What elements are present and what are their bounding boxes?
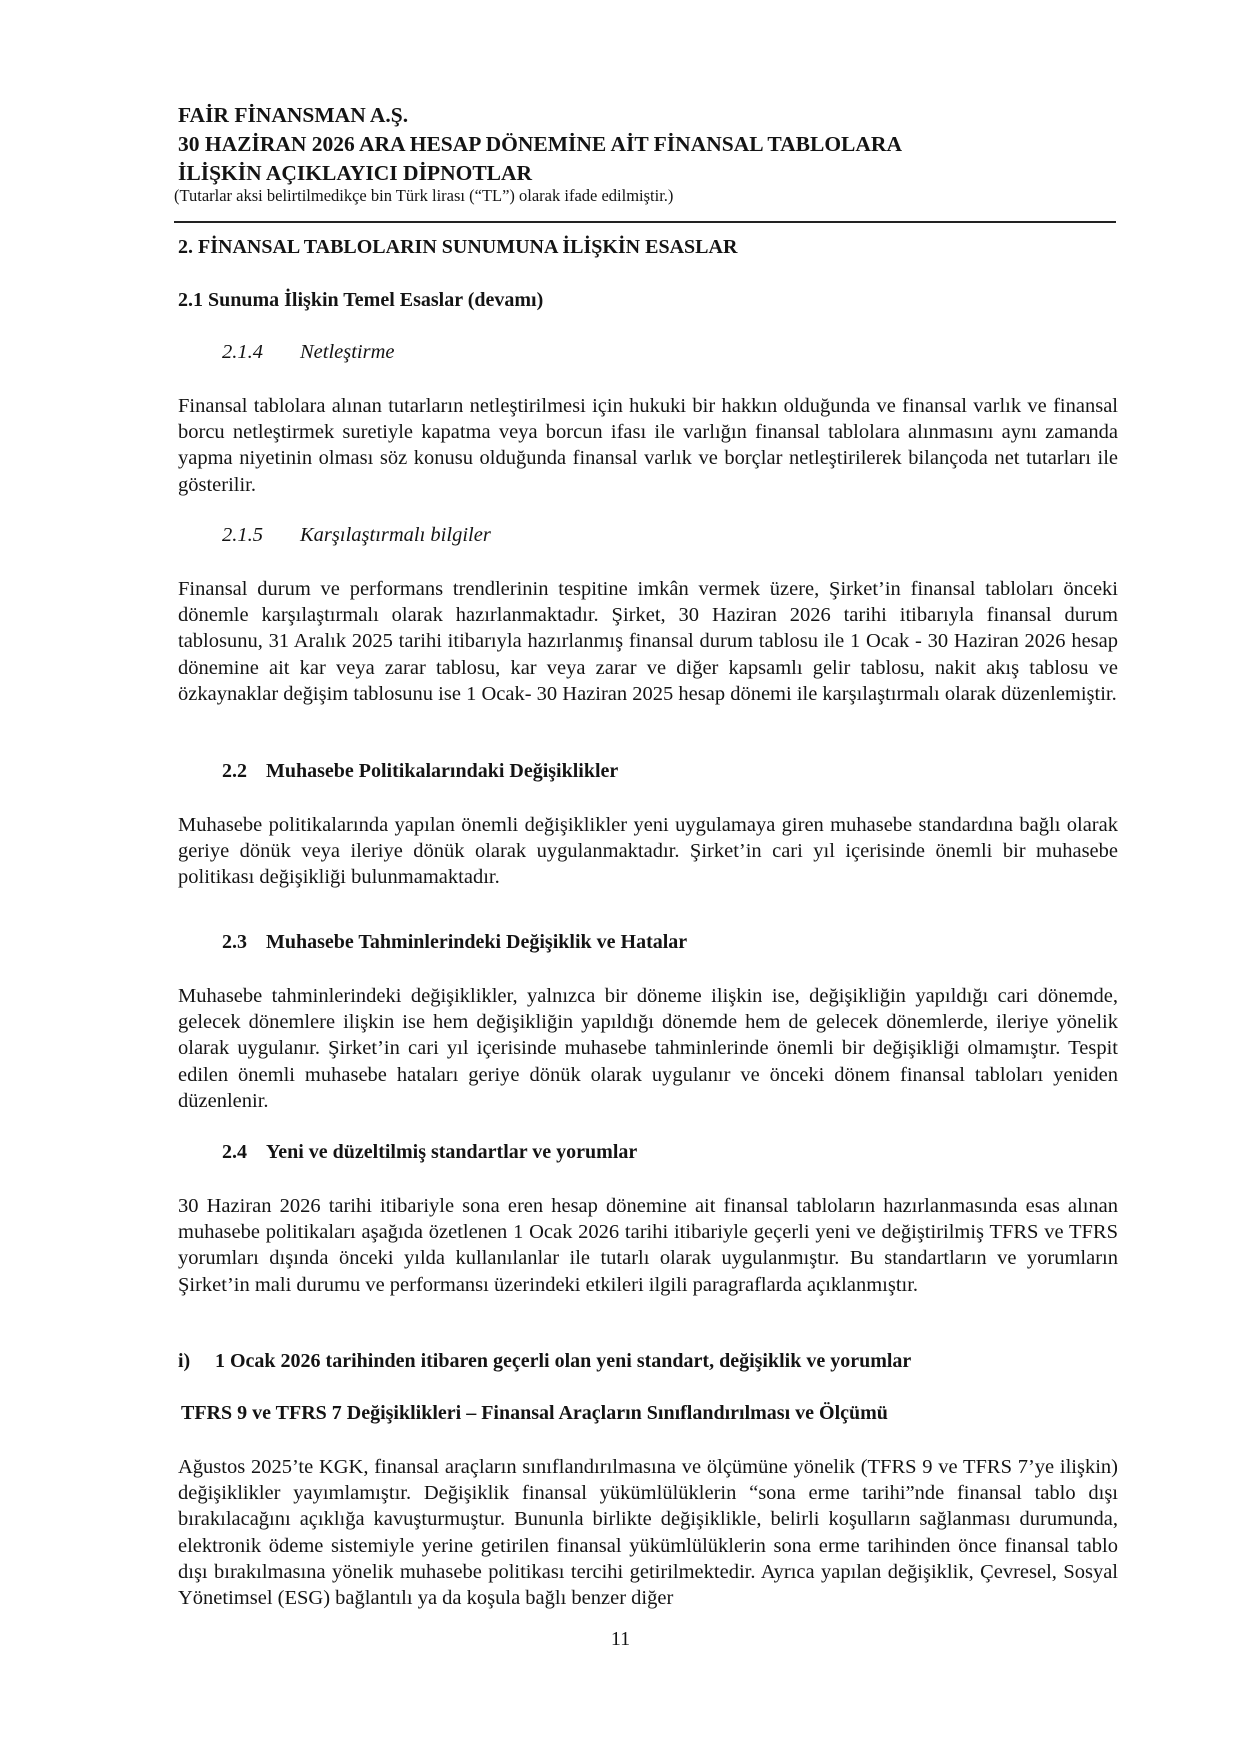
tfrs-amendment-text: Ağustos 2025’te KGK, finansal araçların sınıflandırılmasına ve ölçümüne yönelik (TFRS 9 ve TFRS 7’ye ilişkin) değişiklikler yayımlamıştır. Değişiklik finansal yükümlülüklerin “sona erme tarihi”nde finansal tablo dışı bırakılacağını açıklığa kavuşturmuştur. Bununla birlikte değişiklikle, belirli koşulların sağlanması durumunda, elektronik ödeme sistemiyle yerine getirilen finansal yükümlülüklerin sona erme tarihinden önce finansal tablo dışı bırakılmasına yönelik muhasebe politikası tercihi getirilmektedir. Ayrıca yapılan değişiklik, Çevresel, Sosyal Yönetimsel (ESG) bağlantılı ya da koşula bağlı benzer diğer <box>178 1456 1118 1610</box>
subsection-2-4-number: 2.4 <box>222 1141 247 1163</box>
subsection-2-4-text: 30 Haziran 2026 tarihi itibariyle sona eren hesap dönemine ait finansal tabloların hazırlanmasında esas alınan muhasebe politikaları aşağıda özetlenen 1 Ocak 2026 tarihi itibariyle geçerli yeni ve değiştirilmiş TFRS ve TFRS yorumları dışında önceki yılda kullanılanlar ile tutarlı olarak uygulanmıştır. Bu standartların ve yorumların Şirket’in mali durumu ve performansı üzerindeki etkileri ilgili paragraflarda açıklanmıştır. <box>178 1195 1118 1296</box>
subsection-2-4-heading <box>222 1141 637 1164</box>
report-title-line1: 30 HAZİRAN 2026 ARA HESAP DÖNEMİNE AİT FİNANSAL TABLOLARA <box>178 132 902 156</box>
subsection-2-3-text: Muhasebe tahminlerindeki değişiklikler, yalnızca bir döneme ilişkin ise, değişikliğin yapıldığı cari dönemde, gelecek dönemlere ilişkin ise hem değişikliğin yapıldığı dönemde hem de gelecek dönemlerde, ileriye yönelik olarak uygulanır. Şirket’in cari yıl içerisinde muhasebe tahminlerinde önemli bir değişikliği olmamıştır. Tespit edilen önemli muhasebe hataları geriye dönük olarak uygulanır ve önceki dönem finansal tabloları yeniden düzenlenir. <box>178 985 1118 1112</box>
subsection-2-1-5-text: Finansal durum ve performans trendlerinin tespitine imkân vermek üzere, Şirket’in finansal tabloları önceki dönemle karşılaştırmalı olarak hazırlanmaktadır. Şirket, 30 Haziran 2026 tarihi itibarıyla finansal durum tablosunu, 31 Aralık 2025 tarihi itibarıyla hazırlanmış finansal durum tablosu ile 1 Ocak - 30 Haziran 2026 hesap dönemine ait kar veya zarar tablosu, kar veya zarar ve diğer kapsamlı gelir tablosu, nakit akış tablosu ve özkaynaklar değişim tablosunu ise 1 Ocak- 30 Haziran 2025 hesap dönemi ile karşılaştırmalı olarak düzenlemiştir. <box>178 578 1118 705</box>
subsection-2-4-title: Yeni ve düzeltilmiş standartlar ve yorumlar <box>266 1141 638 1163</box>
item-i-marker: i) <box>178 1350 191 1372</box>
report-title-line2: İLİŞKİN AÇIKLAYICI DİPNOTLAR <box>178 161 533 185</box>
subsection-2-1-5-number: 2.1.5 <box>222 524 263 546</box>
subsection-2-1-4-text: Finansal tablolara alınan tutarların netleştirilmesi için hukuki bir hakkın olduğunda ve finansal varlık ve finansal borcu netleştirmek suretiyle kapatma veya borcun ifası ile varlığın finansal tablolara alınmasını aynı zamanda yapma niyetinin olması söz konusu olduğunda finansal varlık ve borçlar netleştirilerek bilançoda net tutarları ile gösterilir. <box>178 395 1118 496</box>
subsection-2-3-number: 2.3 <box>222 931 247 953</box>
subsection-2-1-title: 2.1 Sunuma İlişkin Temel Esaslar (devamı) <box>178 289 544 311</box>
subsection-2-2-text: Muhasebe politikalarında yapılan önemli değişiklikler yeni uygulamaya giren muhasebe standardına bağlı olarak geriye dönük veya ileriye dönük olarak uygulanmaktadır. Şirket’in cari yıl içerisinde önemli bir muhasebe politikası değişikliği bulunmamaktadır. <box>178 814 1118 889</box>
company-name: FAİR FİNANSMAN A.Ş. <box>178 103 409 127</box>
currency-note: (Tutarlar aksi belirtilmedikçe bin Türk lirası (“TL”) olarak ifade edilmiştir.) <box>174 186 674 205</box>
subsection-2-1-4-number: 2.1.4 <box>222 341 263 363</box>
subsection-2-1-4-title: Netleştirme <box>300 341 395 363</box>
subsection-2-3-title: Muhasebe Tahminlerindeki Değişiklik ve Hatalar <box>266 931 688 953</box>
item-i-title: 1 Ocak 2026 tarihinden itibaren geçerli olan yeni standart, değişiklik ve yorumlar <box>215 1350 912 1372</box>
subsection-2-1-5-heading <box>222 524 491 547</box>
subsection-2-1-5-title: Karşılaştırmalı bilgiler <box>300 524 491 546</box>
subsection-2-2-title: Muhasebe Politikalarındaki Değişiklikler <box>266 760 619 782</box>
header-divider <box>174 221 1116 223</box>
section-title: 2. FİNANSAL TABLOLARIN SUNUMUNA İLİŞKİN ESASLAR <box>178 236 738 258</box>
subsection-2-2-number: 2.2 <box>222 760 247 782</box>
tfrs-amendment-title: TFRS 9 ve TFRS 7 Değişiklikleri – Finansal Araçların Sınıflandırılması ve Ölçümü <box>181 1402 888 1424</box>
page-number: 11 <box>610 1628 631 1650</box>
subsection-2-1-4-heading <box>222 341 395 364</box>
item-i-heading <box>178 1350 911 1373</box>
subsection-2-2-heading <box>222 760 618 783</box>
subsection-2-3-heading <box>222 931 687 954</box>
